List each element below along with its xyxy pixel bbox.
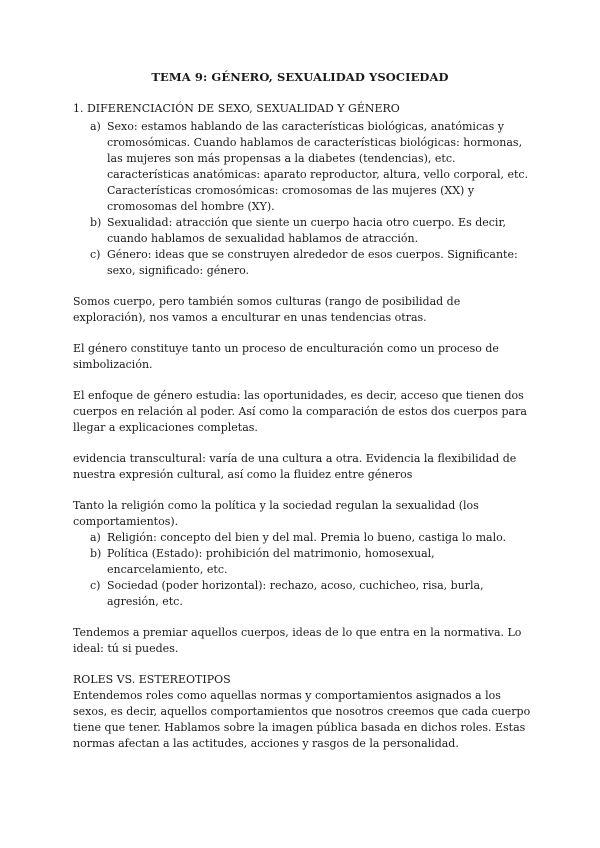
list-item-text: Sexo: estamos hablando de las características biológicas, anatómicas y cromosómicas. Cuando hablamos de características biológicas: hormonas, las mujeres son más propensas a la diabetes (tendencias), etc. características anatómicas: aparato reproductor, altura, vello corporal, etc. Características cromosómicas: cromosomas de las mujeres (XX) y cromosomas del hombre (XY). (107, 120, 529, 213)
list-item-text: Sexualidad: atracción que siente un cuerpo hacia otro cuerpo. Es decir, cuando hablamos de sexualidad hablamos de atracción. (107, 216, 506, 245)
regulation-list (73, 530, 533, 610)
document-title: TEMA 9: GÉNERO, SEXUALIDAD YSOCIEDAD (151, 70, 449, 84)
list-item (73, 530, 533, 546)
list-item (73, 119, 533, 215)
list-marker: a) (90, 120, 101, 133)
list-marker: c) (90, 579, 101, 592)
list-item (73, 215, 533, 247)
paragraph: El enfoque de género estudia: las oportunidades, es decir, acceso que tienen dos cuerpos en relación al poder. Así como la comparación de estos dos cuerpos para llegar a explicaciones completas. (73, 389, 527, 434)
list-marker: c) (90, 248, 101, 261)
paragraph: Somos cuerpo, pero también somos culturas (rango de posibilidad de exploración), nos vamos a enculturar en unas tendencias otras. (73, 295, 461, 324)
definitions-list (73, 119, 533, 279)
paragraph: Tanto la religión como la política y la sociedad regulan la sexualidad (los comportamientos). (73, 499, 479, 528)
paragraph: evidencia transcultural: varía de una cultura a otra. Evidencia la flexibilidad de nuestra expresión cultural, así como la fluidez entre géneros (73, 452, 517, 481)
paragraph: Tendemos a premiar aquellos cuerpos, ideas de lo que entra en la normativa. Lo ideal: tú si puedes. (73, 626, 522, 655)
list-marker: b) (90, 216, 102, 229)
list-item-text: Género: ideas que se construyen alrededor de esos cuerpos. Significante: sexo, significado: género. (107, 248, 518, 277)
list-item (73, 578, 533, 610)
paragraph: El género constituye tanto un proceso de enculturación como un proceso de simbolización. (73, 342, 499, 371)
list-item-text: Sociedad (poder horizontal): rechazo, acoso, cuchicheo, risa, burla, agresión, etc. (107, 579, 484, 608)
roles-section (73, 672, 533, 752)
section-heading: ROLES VS. ESTEREOTIPOS (73, 673, 231, 686)
paragraph: Entendemos roles como aquellas normas y comportamientos asignados a los sexos, es decir, aquellos comportamientos que nosotros creemos que cada cuerpo tiene que tener. Hablamos sobre la imagen pública basada en dichos roles. Estas normas afectan a las actitudes, acciones y rasgos de la personalidad. (73, 689, 531, 750)
list-marker: a) (90, 531, 101, 544)
list-marker: b) (90, 547, 102, 560)
list-item (73, 546, 533, 578)
section-heading: 1. DIFERENCIACIÓN DE SEXO, SEXUALIDAD Y GÉNERO (73, 102, 400, 115)
list-item (73, 247, 533, 279)
list-item-text: Política (Estado): prohibición del matrimonio, homosexual, encarcelamiento, etc. (107, 547, 435, 576)
list-item-text: Religión: concepto del bien y del mal. Premia lo bueno, castiga lo malo. (107, 531, 507, 544)
